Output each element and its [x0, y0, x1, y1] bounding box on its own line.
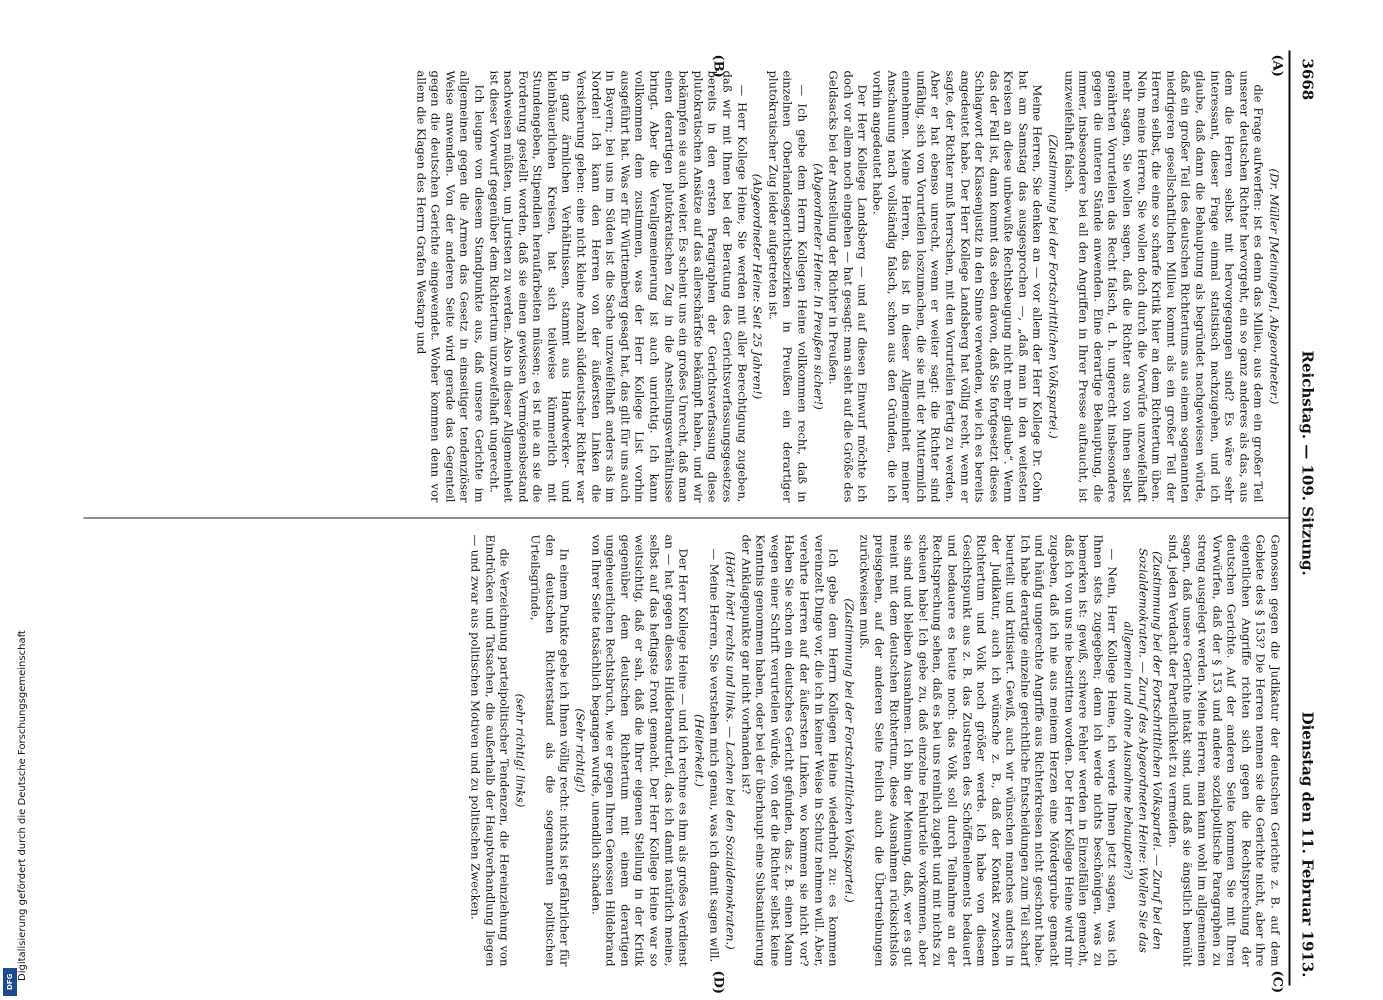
- interjection: (Zustimmung bei der Fortschrittlichen Volkspartei. — Zuruf bei den Sozialdemokraten. — Zuruf des Abgeordneten Heine: Wollen Sie das allgemein und ohne Ausnahme behaupten?): [1121, 548, 1165, 953]
- margin-marker-d: (D): [710, 970, 726, 995]
- paragraph: Der Herr Kollege Heine — und ich rechne es ihm als großes Verdienst an — hat gegen dieses Hildebrandurteil, das ich damit natürlich meine, selbst auf das heftigste Front gemacht. Der Herr Kollege Heine war so weitsichtig, daß er sah, daß die Ihrer eigenen Stellung in der Kritik gegenüber dem deutschen Richtertum mit einem derartigen ungeheuerlichen Rechtsbruch, wie er gegen Ihren Genossen Hildebrand von Ihrer Seite tatsächlich begangen wurde, unendlich schaden.: [589, 534, 691, 967]
- paragraph: — Nein, Herr Kollege Heine, ich werde Ihnen jetzt sagen, was ich Ihnen stets zugegeben; denn ich werde nichts beschönigen, was zu bemerken ist: gewiß, schwere Fehler werden in Einzelfällen gemacht, daß ich von uns nie bestritten worden. Der Herr Kollege Heine wird mir zugeben, daß ich nie aus meinem Herzen eine Mördergrube gemacht und häufig ungerechte Angriffe aus Richterkreisen nicht geschont habe. Ich habe derartige einzelne gerichtliche Entscheidungen zum Teil scharf beurteilt und kritisiert. Gewiß, auch wir wünschen manches anders in der Judikatur, auch ich wünsche z. B., daß der Kontakt zwischen Richtertum und Volk noch größer werde. Ich habe von diesem Gesichtspunkt aus z. B. das Zustreten des Schöffenelements bedauert und bedauere es heute noch: das Volk soll durch Teilnahme an der Rechtsprechung sehen, daß es bei uns reinlich zugeht und mit nichts zu scheuen habe! Ich gebe zu, daß einzelne Fehlurteile vorkommen, aber sie sind und bleiben Ausnahmen. Ich bin der Meinung, daß, wer es gut meint mit dem deutschen Richtertum, diese Ausnahmen rücksichtslos preisgeben, auf der anderen Seite freilich auch die Übertreibungen zurückweisen muß.: [857, 534, 1120, 967]
- footer-credit: Digitalisierung gefördert durch die Deutsche Forschungsgemeinschaft: [17, 630, 28, 981]
- interjection: (sehr richtig! links): [513, 693, 528, 808]
- paragraph: — Meine Herren, Sie verstehen mich genau, was ich damit sagen will.: [707, 548, 722, 963]
- column-divider: [84, 518, 1289, 519]
- right-column: [468, 535, 1283, 967]
- header-rule: [1289, 51, 1291, 986]
- paragraph: die Frage aufwerfen: ist es denn das Milieu, aus dem ein großer Teil unserer deutschen Richter hervorgeht, ein so ganz anderes als das, aus dem die Herren selbst mit hervorgegangen sind? Es wäre sehr interessant, dieser Frage einmal statistisch nachzugehen, und ich glaube, daß dann die Behauptung als begründet nachgewiesen würde, daß ein großer Teil des deutschen Richtertums aus einem sogenannten niedrigeren gesellschaftlichen Milieu kommt als ein großer Teil der Herren selbst, die eine so scharfe Kritik hier an dem Richtertum üben. Nein, meine Herren, Sie wollen doch durch die Vorwürfe unzweifelhaft mehr sagen, Sie wollen sagen, daß die Richter aus von ihnen selbst genährten Vorurteilen das Recht falsch, d. h. ungerecht insbesondere gegen die unteren Stände anwenden. Eine derartige Behauptung, die immer, insbesondere bei all den Angriffen in Ihrer Presse auftaucht, ist unzweifelhaft falsch.: [1062, 70, 1266, 503]
- paragraph: Meine Herren, Sie denken an — vor allem der Herr Kollege Dr. Cohn hat am Samstag das ausgesprochen —, „daß man in den weitesten Kreisen an diese unbewußte Rechtsbeugung nicht mehr glaube“. Wenn das der Fall ist, dann kommt das eben davon, daß Sie fortgesetzt dieses Schlagwort der Klassenjustiz in den Sinne verwenden, wie ich es bereits angedeutet habe. Der Herr Kollege Landsberg hat völlig recht, wenn er sagte, der Richter muß herrschen, mit den Vorurteilen fertig zu werden. Aber er hat ebenso unrecht, wenn er weiter sagt: die Richter sind unfähig, sich von Vorurteilen loszumachen, die sie mit der Muttermilch einnehmen. Meine Herren, das ist in dieser Allgemeinheit meiner Anschauung nach vollständig falsch, schon aus den Gründen, die ich vorhin angedeutet habe.: [870, 70, 1045, 503]
- interjection: (Heiterkeit.): [692, 714, 707, 787]
- paragraph: In einem Punkte gebe ich Ihnen völlig recht: nichts ist gefährlicher für den deutschen Richterstand als die sogenannten politischen Urteilsgründe,: [528, 534, 572, 967]
- left-column: [413, 71, 1282, 503]
- interjection: (Abgeordneter Heine: Seit 25 Jahren!): [750, 173, 765, 400]
- speaker-label: (Dr. Müller [Meiningen], Abgeordneter.): [1267, 168, 1282, 405]
- interjection: (Zustimmung bei der Fortschrittlichen Volkspartei.): [1046, 134, 1061, 439]
- footer: [10, 2, 28, 992]
- page-number: 3668: [1298, 58, 1317, 101]
- dfg-logo: DFG: [3, 968, 17, 996]
- paragraph: — Ich gebe dem Herrn Kollegen Heine vollkommen recht, daß in einzelnen Oberlandesgerichtsbezirken in Preußen ein derartiger plutokratischer Zug leider aufgetreten ist.: [766, 70, 810, 503]
- margin-marker-b: (B): [710, 54, 726, 78]
- document-page: [71, 51, 1321, 995]
- paragraph: — Herr Kollege Heine, Sie werden mit aller Berechtigung zugeben, daß wir mit Ihnen bei der Beratung des Gerichtsverfassungsgesetzes bereits in den ersten Paragraphen der Gerichtsverfassung diese plutokratischen Ansätze auf das allerschärfste bekämpft haben, und wir bekämpfen sie auch weiter. Es scheint uns ein großes Unrecht, daß man einen derartigen plutokratischen Zug in die Anstellungsverhältnisse bringt. Aber die Verallgemeinerung ist auch unrichtig. Ich kann vollkommen dem zustimmen, was der Herr Kollege List vorhin ausgeführt hat. Was er für Württemberg gesagt hat, das gilt für uns auch in Bayern; bei uns im Süden ist die Sache unzweifelhaft anders als im Norden! Ich kann den Herren von der äußersten Linken die Versicherung geben: eine nicht kleine Anzahl süddeutscher Richter war in ganz ärmlichen Verhältnissen, stammt aus Handwerker- und kleinbäuerlichen Kreisen, hat sich teilweise kümmerlich mit Stundengeben, Stipendien heraufarbeiten müssen; es ist nie an sie die Forderung gestellt worden, daß sie einen gewissen Vermögensbestand nachweisen müßten, um Juristen zu werden. Also in dieser Allgemeinheit ist dieser Vorwurf gegenüber dem Richtertum unzweifelhaft ungerecht.: [487, 70, 750, 503]
- margin-marker-a: (A): [1269, 54, 1285, 77]
- interjection: (Hört! hört! rechts und links. — Lachen bei den Sozialdemokraten.): [723, 551, 738, 950]
- header-date: Dienstag den 11. Februar 1913.: [1298, 711, 1317, 978]
- paragraph: Genossen gegen die Judikatur der deutschen Gerichte z. B. auf dem Gebiete des § 153? Die Herren nennen sie die Gerichte nicht, aber ihre eigentlichen Angriffe richten sich gegen die Rechtsprechung der deutschen Gerichte. Auf der anderen Seite kommen Sie mit Ihren Vorwürfen, daß der § 153 und andere sozialpolitische Paragraphen zu streng ausgelegt werden. Meine Herren, man kann wohl im allgemeinen sagen, daß unsere Gerichte intakt sind, und daß sie ängstlich bemüht sind, jeden Verdacht der Parteilichkeit zu vermeiden.: [1166, 534, 1283, 967]
- margin-marker-c: (C): [1269, 970, 1285, 994]
- paragraph: Ich gebe dem Herrn Kollegen Heine wiederholt zu: es kommen vereinzelt Dinge vor, die ich in keiner Weise in Schutz nehmen will. Aber, verehrte Herren auf der äußersten Linken, wo kommen sie nicht vor? Haben Sie schon ein deutsches Gericht gefunden, das z. B. einen Mann wegen einer Schrift verurteilen würde, von der die Richter selbst keine Kenntnis genommen haben, oder bei der überhaupt eine Substantiierung der Anklagepunkte gar nicht vorhanden ist?: [739, 534, 841, 967]
- interjection: (Zustimmung bei der Fortschrittlichen Volkspartei.): [842, 598, 857, 903]
- paragraph: Ich leugne von diesem Standpunkte aus, daß unsere Gerichte im allgemeinen gegen die Armen das Gesetz in einseitiger tendenziöser Weise anwenden. Von der anderen Seite wird gerade das Gegenteil gegen die deutschen Gerichte eingewendet. Woher kommen denn vor allem die Klagen des Herrn Grafen Westarp und: [414, 70, 487, 503]
- interjection: (Abgeordneter Heine: In Preußen sicher!): [811, 163, 826, 410]
- paragraph: die Verzeichnung parteipolitischer Tendenzen, die Hereinziehung von Eindrücken und Tatsachen, die außerhalb der Hauptverhandlung liegen — und zwar aus politischen Motiven und zu politischen Zwecken.: [468, 534, 512, 967]
- interjection: (Sehr richtig!): [573, 708, 588, 793]
- page-header: [1291, 51, 1321, 986]
- paragraph: Der Herr Kollege Landsberg — und auf diesen Einwurf möchte ich doch vor allem noch eingehen — hat gesagt: man sieht auf die Größe des Geldsacks bei der Anstellung der Richter in Preußen.: [826, 70, 870, 503]
- header-title: Reichstag. — 109. Sitzung.: [1298, 350, 1317, 576]
